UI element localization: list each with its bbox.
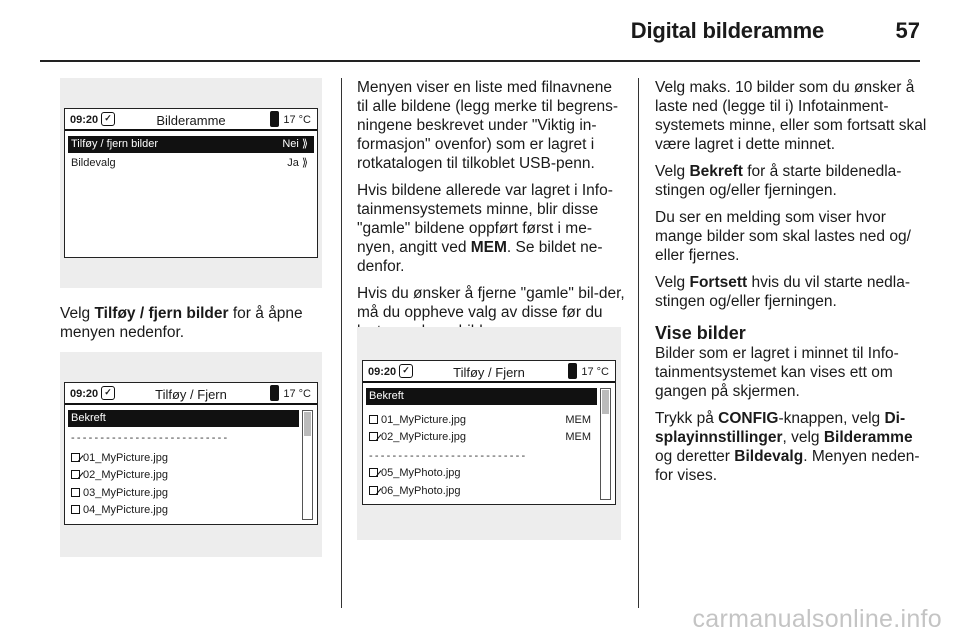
file-name: 01_MyPicture.jpg bbox=[83, 452, 168, 464]
column-3-text bbox=[655, 78, 927, 493]
screen-title: Tilføy / Fjern bbox=[453, 365, 525, 380]
thermometer-icon bbox=[568, 363, 577, 379]
paragraph bbox=[357, 181, 625, 276]
screenshot-add-remove-mem bbox=[357, 327, 621, 540]
file-name: 05_MyPhoto.jpg bbox=[381, 467, 461, 479]
checkbox-empty-icon bbox=[71, 505, 80, 514]
scrollbar[interactable] bbox=[600, 388, 611, 500]
confirm-item[interactable]: Bekreft bbox=[366, 388, 597, 405]
memory-badge: MEM bbox=[565, 414, 591, 426]
file-name: 01_MyPicture.jpg bbox=[381, 414, 466, 426]
screen-title: Tilføy / Fjern bbox=[155, 387, 227, 402]
column-2-text bbox=[357, 78, 625, 349]
separator-dashes: --------------------------- bbox=[369, 451, 528, 461]
scrollbar-thumb[interactable] bbox=[304, 412, 311, 436]
text: Velg bbox=[655, 274, 690, 291]
page-header-title: Digital bilderamme bbox=[630, 18, 824, 43]
screenshot-bilderamme bbox=[60, 78, 322, 288]
paragraph: Velg maks. 10 bilder som du ønsker å laste ned (legge til i) Infotainment-systemets minne, eller som fortsatt skal være lagret i dette minnet. bbox=[655, 79, 927, 153]
display-screen bbox=[64, 108, 318, 258]
temperature-display: 17 °C bbox=[283, 114, 311, 126]
watermark: carmanualsonline.info bbox=[692, 605, 942, 633]
paragraph: Du ser en melding som viser hvor mange bilder som skal lastes ned og/ eller fjernes. bbox=[655, 209, 911, 264]
menu-term: Tilføy / fjern bilder bbox=[94, 305, 229, 322]
text: Trykk på bbox=[655, 410, 719, 427]
time-display: 09:20 bbox=[368, 366, 397, 378]
file-item[interactable] bbox=[68, 450, 168, 467]
button-term: CONFIG bbox=[718, 410, 779, 427]
confirm-item[interactable]: Bekreft bbox=[68, 410, 299, 427]
text: , velg bbox=[782, 429, 824, 446]
menu-item-add-remove[interactable] bbox=[68, 136, 314, 153]
file-name: 06_MyPhoto.jpg bbox=[381, 485, 461, 497]
text: for å starte bildenedla-stingen og/eller fjerningen. bbox=[655, 163, 902, 199]
checkbox-checked-icon bbox=[71, 453, 80, 462]
checkbox-checked-icon bbox=[71, 470, 80, 479]
clock-icon: ✓ bbox=[101, 386, 115, 400]
menu-item-image-select[interactable] bbox=[68, 155, 314, 172]
column-divider-2 bbox=[638, 78, 639, 608]
display-screen bbox=[64, 382, 318, 525]
checkbox-empty-icon bbox=[369, 415, 378, 424]
menu-term: Fortsett bbox=[689, 274, 748, 291]
screenshot-add-remove bbox=[60, 352, 322, 557]
column-1-text bbox=[60, 304, 330, 350]
scrollbar-thumb[interactable] bbox=[602, 390, 609, 414]
menu-item-label: Bildevalg bbox=[71, 157, 116, 169]
text: for å åpne menyen nedenfor. bbox=[60, 305, 303, 341]
file-name: 02_MyPicture.jpg bbox=[381, 431, 466, 443]
status-bar bbox=[65, 383, 317, 405]
separator-dashes: --------------------------- bbox=[71, 433, 230, 443]
file-name: 04_MyPicture.jpg bbox=[83, 504, 168, 516]
text: Velg bbox=[60, 305, 95, 322]
text: . Menyen neden-for vises. bbox=[655, 448, 920, 484]
section-heading: Vise bilder bbox=[655, 323, 746, 343]
status-bar bbox=[363, 361, 615, 383]
page-number: 57 bbox=[895, 18, 920, 43]
file-name: 02_MyPicture.jpg bbox=[83, 469, 168, 481]
thermometer-icon bbox=[270, 111, 279, 127]
file-item[interactable] bbox=[366, 412, 597, 429]
file-item[interactable] bbox=[366, 429, 597, 446]
text: . Se bildet ne-denfor. bbox=[357, 239, 603, 275]
checkbox-checked-icon bbox=[369, 486, 378, 495]
file-name: 03_MyPicture.jpg bbox=[83, 487, 168, 499]
time-display: 09:20 bbox=[70, 388, 99, 400]
paragraph: Hvis du ønsker å fjerne "gamle" bil-der, må du oppheve valg av disse før du bbox=[357, 285, 625, 321]
text: -knappen, velg bbox=[778, 410, 885, 427]
file-item[interactable] bbox=[366, 483, 461, 500]
clock-icon: ✓ bbox=[101, 112, 115, 126]
text: hvis du vil starte nedla-stingen og/eller fjerningen. bbox=[655, 274, 911, 310]
text: Velg bbox=[655, 163, 690, 180]
checkbox-checked-icon bbox=[369, 468, 378, 477]
menu-item-value: Nei ⟫ bbox=[282, 138, 308, 150]
screen-title: Bilderamme bbox=[156, 113, 226, 128]
paragraph: Menyen viser en liste med filnavnene til alle bildene (legg merke til begrens-ningene beskrevet under "Viktig in-formasjon" ovenfor) som er lagret i rotkatalogen til tilkoblet USB-penn. bbox=[357, 79, 619, 172]
menu-item-label: Tilføy / fjern bilder bbox=[71, 138, 159, 150]
file-item[interactable] bbox=[68, 467, 168, 484]
checkbox-empty-icon bbox=[71, 488, 80, 497]
time-display: 09:20 bbox=[70, 114, 99, 126]
thermometer-icon bbox=[270, 385, 279, 401]
paragraph: Bilder som er lagret i minnet til Info-tainmentsystemet kan vises ett om gangen på skjermen. bbox=[655, 345, 899, 400]
text: Hvis bildene allerede var lagret i Info-tainmensystemets minne, blir disse "gamle" bildene oppført først i me-nyen, angitt ved bbox=[357, 182, 613, 256]
temperature-display: 17 °C bbox=[581, 366, 609, 378]
scrollbar[interactable] bbox=[302, 410, 313, 520]
paragraph bbox=[655, 409, 927, 485]
menu-term: MEM bbox=[470, 239, 507, 256]
header-rule bbox=[40, 60, 920, 62]
paragraph bbox=[655, 162, 927, 200]
checkbox-checked-icon bbox=[369, 432, 378, 441]
status-bar bbox=[65, 109, 317, 131]
clock-icon: ✓ bbox=[399, 364, 413, 378]
menu-term: Bekreft bbox=[689, 163, 743, 180]
memory-badge: MEM bbox=[565, 431, 591, 443]
column-divider-1 bbox=[341, 78, 342, 608]
paragraph bbox=[655, 273, 927, 311]
file-item[interactable] bbox=[366, 465, 461, 482]
text: og deretter bbox=[655, 448, 735, 465]
menu-term: Di-splayinnstillinger bbox=[655, 410, 906, 446]
menu-item-value: Ja ⟫ bbox=[287, 157, 308, 169]
menu-term: Bildevalg bbox=[734, 448, 804, 465]
file-item[interactable] bbox=[68, 502, 168, 519]
menu-term: Bilderamme bbox=[823, 429, 913, 446]
temperature-display: 17 °C bbox=[283, 388, 311, 400]
paragraph bbox=[60, 304, 330, 342]
display-screen bbox=[362, 360, 616, 505]
file-item[interactable] bbox=[68, 485, 168, 502]
